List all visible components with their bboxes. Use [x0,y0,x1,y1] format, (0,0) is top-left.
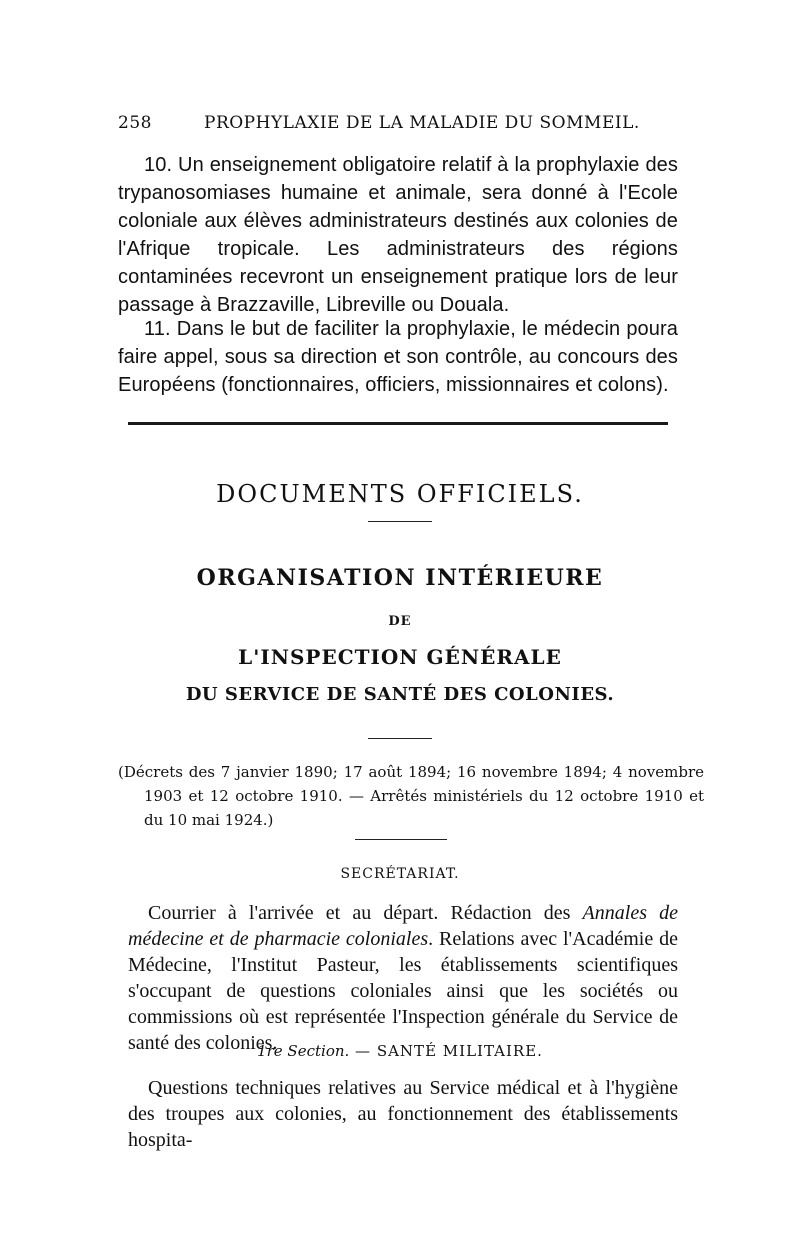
section-1-title: SANTÉ MILITAIRE. [376,1042,543,1060]
paragraph-11: 11. Dans le but de faciliter la prophylaxie, le médecin poura faire appel, sous sa direction et son contrôle, au concours des Européens (fonctionnaires, officiers, missionnaires et colons). [118,318,678,396]
section-divider [128,422,668,425]
paragraph-10: 10. Un enseignement obligatoire relatif à la prophylaxie des trypanosomiases humaine et animale, sera donné à l'Ecole coloniale aux élèves administrateurs destinés aux colonies de l'Afrique tropicale. Les administrateurs des régions contaminées recevront un enseignement pratique lors de leur passage à Brazzaville, Libreville ou Douala. [118,154,678,316]
section-1-heading [0,1042,800,1060]
short-rule [355,839,447,840]
section-1-dash: — [349,1042,377,1060]
running-head [118,113,678,141]
secretariat-text-before: Courrier à l'arrivée et au départ. Rédaction des [148,902,583,924]
secretariat-heading: SECRÉTARIAT. [340,866,460,882]
organisation-line-3: L'INSPECTION GÉNÉRALE [238,645,562,669]
decrees-note: (Décrets des 7 janvier 1890; 17 août 1894; 16 novembre 1894; 4 novembre 1903 et 12 octobre 1910. — Arrêtés ministériels du 12 octobre 1910 et du 10 mai 1924.) [118,763,704,829]
short-rule [368,521,432,522]
documents-heading: DOCUMENTS OFFICIELS. [216,480,584,508]
organisation-line-1: ORGANISATION INTÉRIEURE [196,565,604,591]
secretariat-text-after: . Relations avec l'Académie de Médecine, l'Institut Pasteur, les établissements scientifiques s'occupant de questions coloniales ainsi que les sociétés ou commissions où est représentée l'Inspection générale du Service de santé des colonies. [128,928,678,1054]
page-number: 258 [118,113,152,133]
running-title: PROPHYLAXIE DE LA MALADIE DU SOMMEIL. [204,113,640,133]
questions-paragraph: Questions techniques relatives au Service médical et à l'hygiène des troupes aux colonies, au fonctionnement des établissements hospita- [128,1077,678,1151]
organisation-line-4: DU SERVICE DE SANTÉ DES COLONIES. [185,684,615,705]
section-1-label: 1re Section. [257,1042,350,1060]
secretariat-paragraph [128,900,678,1056]
journal-title: Annales de médecine et de pharmacie coloniales [128,902,679,950]
organisation-line-2: DE [388,614,412,629]
short-rule [368,738,432,739]
